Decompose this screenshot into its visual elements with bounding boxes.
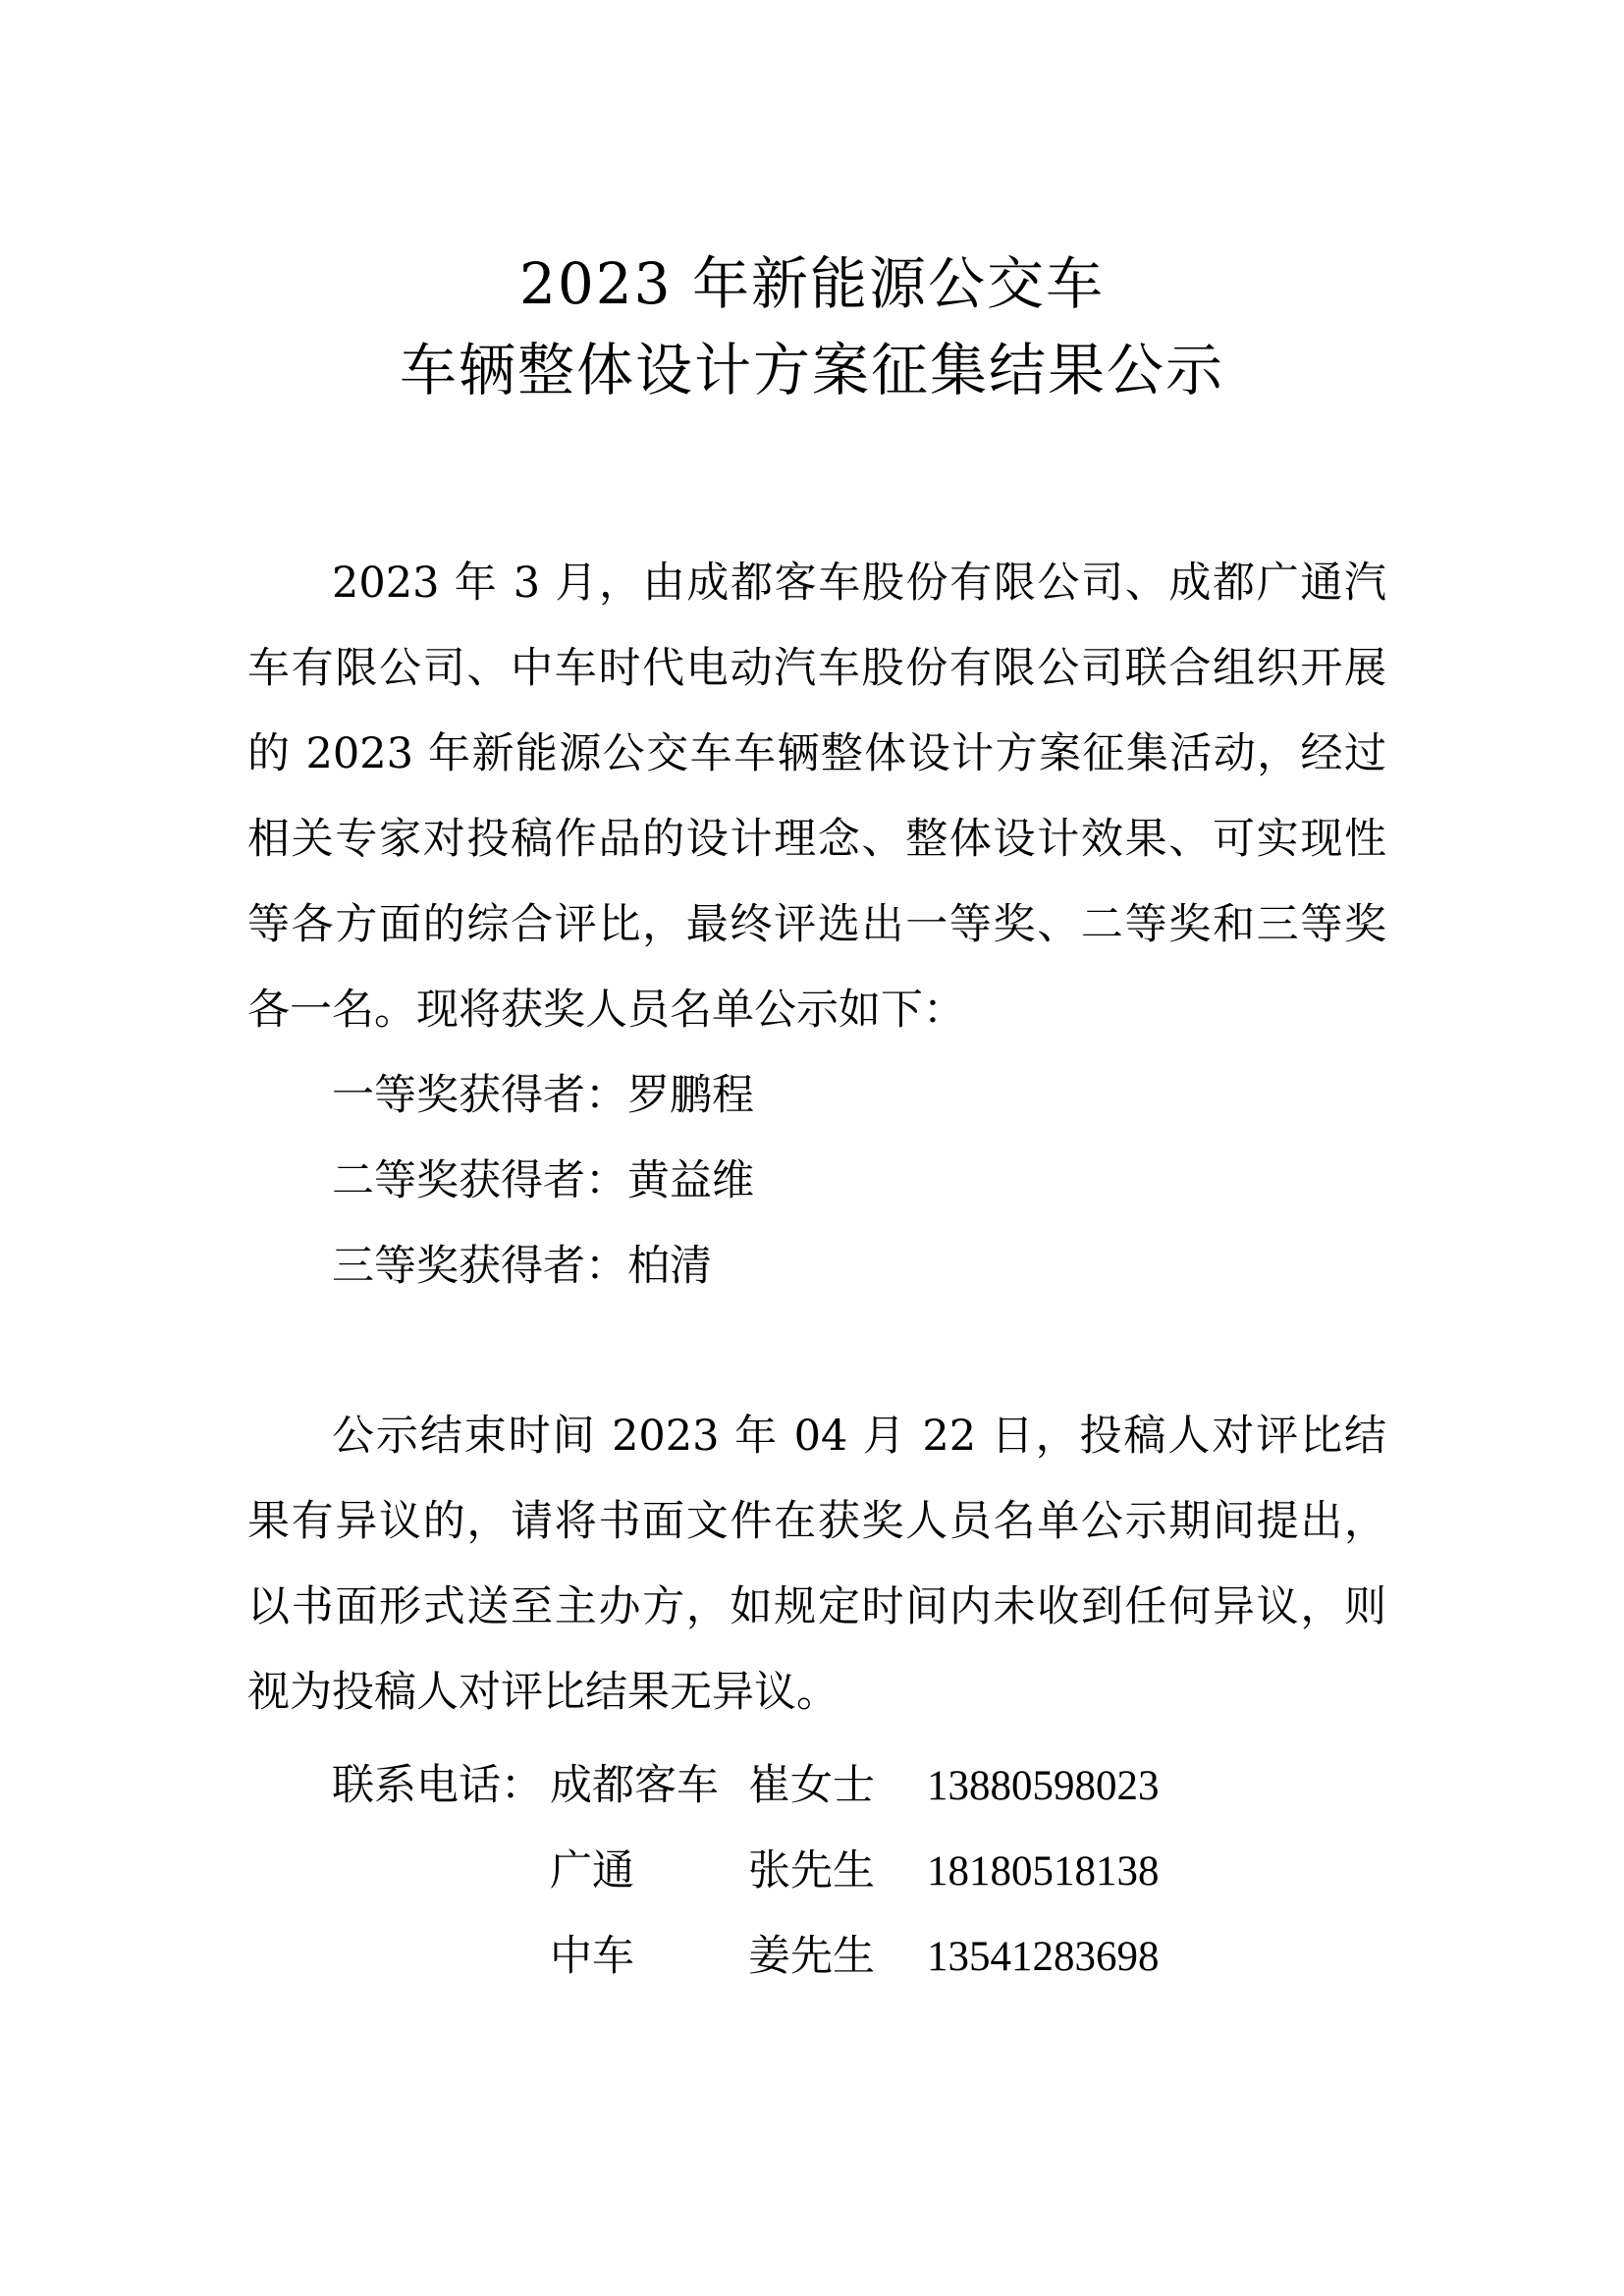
contact-label: 联系电话：: [332, 1761, 543, 1810]
document-title-line-2: 车辆整体设计方案征集结果公示: [399, 337, 1224, 403]
third-prize-winner: 三等奖获得者：柏清: [332, 1242, 712, 1291]
notice-paragraph: 公示结束时间 2023 年 04 月 22 日，投稿人对评比结果有异议的，请将书面文件在获奖人员名单公示期间提出，以书面形式送至主办方，如规定时间内未收到任何异议，则视为投稿人对评比结果无异议。: [247, 1412, 1386, 1717]
contact-phone: 13880598023: [927, 1763, 1160, 1809]
first-prize-winner: 一等奖获得者：罗鹏程: [332, 1071, 754, 1120]
intro-paragraph: 2023 年 3 月，由成都客车股份有限公司、成都广通汽车有限公司、中车时代电动汽车股份有限公司联合组织开展的 2023 年新能源公交车车辆整体设计方案征集活动，经过相关专家对投稿作品的设计理念、整体设计效果、可实现性等各方面的综合评比，最终评选出一等奖、二等奖和三等奖各一名。现将获奖人员名单公示如下：: [247, 559, 1386, 1035]
contact-person: 张先生: [748, 1846, 875, 1896]
contact-org: 成都客车: [550, 1761, 719, 1810]
contact-org: 广通: [550, 1846, 634, 1896]
document-title-line-1: 2023 年新能源公交车: [518, 250, 1106, 317]
contact-phone: 13541283698: [927, 1934, 1160, 1980]
contact-org: 中车: [550, 1932, 634, 1981]
contact-person: 姜先生: [748, 1932, 875, 1981]
second-prize-winner: 二等奖获得者：黄益维: [332, 1156, 754, 1205]
contact-phone: 18180518138: [927, 1848, 1160, 1895]
contact-person: 崔女士: [748, 1761, 875, 1810]
